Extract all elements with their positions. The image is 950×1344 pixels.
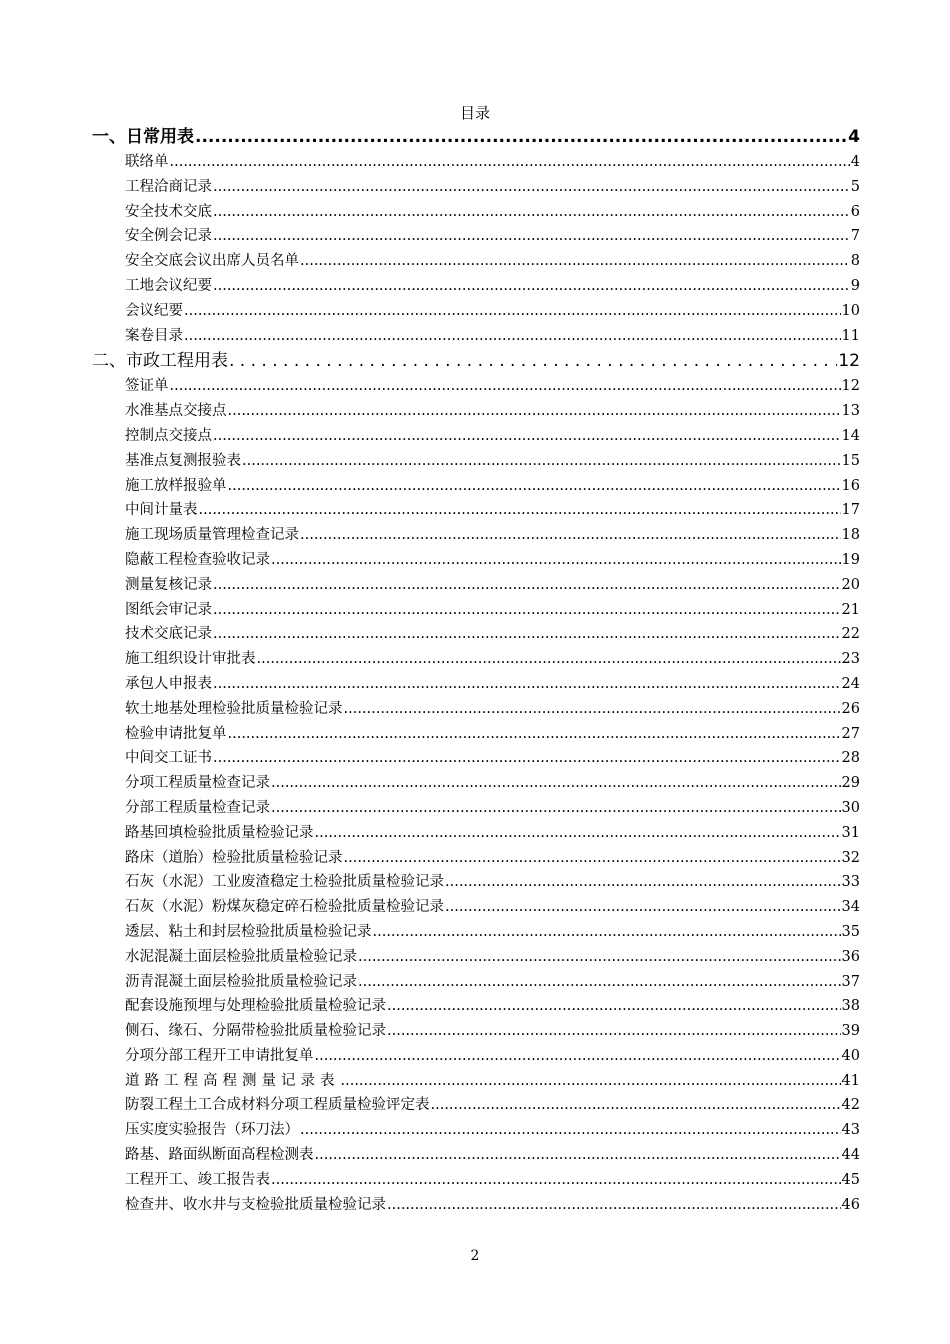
toc-entry[interactable] bbox=[92, 224, 860, 249]
toc-entry-label: 安全技术交底 bbox=[125, 203, 212, 220]
toc-entry-label: 安全例会记录 bbox=[125, 228, 212, 245]
toc-section-2[interactable] bbox=[92, 348, 860, 374]
toc-entry-page: 46 bbox=[841, 1196, 860, 1213]
toc-entry-page: 41 bbox=[841, 1072, 860, 1089]
toc-entry[interactable] bbox=[92, 200, 860, 225]
dot-leader bbox=[213, 746, 841, 771]
toc-entry[interactable] bbox=[92, 299, 860, 324]
toc-entry[interactable] bbox=[92, 150, 860, 175]
toc-entry-label: 隐蔽工程检查验收记录 bbox=[125, 551, 270, 568]
toc-entry-page: 16 bbox=[841, 477, 860, 494]
toc-entry[interactable] bbox=[92, 598, 860, 623]
dot-leader bbox=[213, 200, 850, 225]
toc-entry-label: 透层、粘土和封层检验批质量检验记录 bbox=[125, 923, 372, 940]
toc-entry-label: 软土地基处理检验批质量检验记录 bbox=[125, 700, 343, 717]
toc-entry-label: 分部工程质量检查记录 bbox=[125, 799, 270, 816]
toc-entry-label: 安全交底会议出席人员名单 bbox=[125, 253, 299, 270]
dot-leader bbox=[271, 548, 841, 573]
toc-entry-label: 配套设施预埋与处理检验批质量检验记录 bbox=[125, 998, 386, 1015]
toc-entry-page: 31 bbox=[841, 824, 860, 841]
toc-entry[interactable] bbox=[92, 1168, 860, 1193]
dot-leader bbox=[199, 498, 841, 523]
toc-entry[interactable] bbox=[92, 796, 860, 821]
toc-entry-label: 沥青混凝土面层检验批质量检验记录 bbox=[125, 973, 357, 990]
toc-entry-page: 33 bbox=[841, 874, 860, 891]
toc-entry-label: 施工现场质量管理检查记录 bbox=[125, 527, 299, 544]
toc-entry[interactable] bbox=[92, 548, 860, 573]
toc-entry-page: 32 bbox=[841, 849, 860, 866]
toc-entry[interactable] bbox=[92, 970, 860, 995]
toc-entry-page: 5 bbox=[850, 178, 860, 195]
toc-entry[interactable] bbox=[92, 1044, 860, 1069]
table-of-contents bbox=[92, 124, 860, 1217]
dot-leader bbox=[300, 249, 850, 274]
toc-entry-label: 水准基点交接点 bbox=[125, 403, 227, 420]
dot-leader bbox=[445, 895, 841, 920]
dot-leader bbox=[373, 920, 841, 945]
toc-entry[interactable] bbox=[92, 1118, 860, 1143]
dot-leader bbox=[213, 622, 841, 647]
toc-entry-label: 分项工程质量检查记录 bbox=[125, 775, 270, 792]
toc-entry-label: 检查井、收水井与支检验批质量检验记录 bbox=[125, 1196, 386, 1213]
toc-entry-label: 联络单 bbox=[125, 154, 169, 170]
dot-leader bbox=[344, 846, 841, 871]
toc-entry-page: 23 bbox=[841, 651, 860, 668]
toc-entry[interactable] bbox=[92, 573, 860, 598]
dot-leader bbox=[228, 399, 841, 424]
toc-entry[interactable] bbox=[92, 771, 860, 796]
toc-entry-label: 测量复核记录 bbox=[125, 576, 212, 593]
toc-entry[interactable] bbox=[92, 697, 860, 722]
dot-leader bbox=[213, 573, 841, 598]
dot-leader bbox=[315, 1044, 841, 1069]
dot-leader bbox=[213, 598, 841, 623]
toc-entry-page: 15 bbox=[841, 452, 860, 469]
toc-entry-page: 20 bbox=[841, 576, 860, 593]
toc-entry-page: 17 bbox=[841, 502, 860, 519]
dot-leader bbox=[257, 647, 841, 672]
toc-entry[interactable] bbox=[92, 895, 860, 920]
toc-entry-page: 13 bbox=[841, 403, 860, 420]
toc-section-label: 二、市政工程用表 bbox=[92, 351, 228, 372]
dot-leader bbox=[229, 348, 837, 374]
toc-entry-label: 施工放样报验单 bbox=[125, 477, 227, 494]
toc-entry-label: 水泥混凝土面层检验批质量检验记录 bbox=[125, 948, 357, 965]
toc-entry-page: 6 bbox=[850, 203, 860, 220]
dot-leader bbox=[271, 1168, 841, 1193]
toc-entry[interactable] bbox=[92, 821, 860, 846]
page-number: 2 bbox=[470, 1248, 480, 1264]
dot-leader bbox=[445, 870, 841, 895]
dot-leader bbox=[213, 175, 850, 200]
toc-entry[interactable] bbox=[92, 324, 860, 349]
toc-entry-page: 38 bbox=[841, 998, 860, 1015]
dot-leader bbox=[431, 1093, 841, 1118]
toc-section-page: 4 bbox=[848, 127, 860, 147]
toc-entry-label: 施工组织设计审批表 bbox=[125, 651, 256, 668]
dot-leader bbox=[213, 672, 841, 697]
dot-leader bbox=[213, 274, 850, 299]
toc-entry-label: 工程洽商记录 bbox=[125, 178, 212, 195]
toc-entry-label: 路基、路面纵断面高程检测表 bbox=[125, 1147, 314, 1164]
toc-entry-page: 22 bbox=[841, 626, 860, 643]
dot-leader bbox=[195, 124, 847, 150]
toc-entry-page: 43 bbox=[841, 1122, 860, 1139]
dot-leader bbox=[228, 474, 841, 499]
toc-entry-page: 37 bbox=[841, 973, 860, 990]
toc-entry-label: 路基回填检验批质量检验记录 bbox=[125, 824, 314, 841]
toc-entry[interactable] bbox=[92, 920, 860, 945]
toc-entry-page: 28 bbox=[841, 750, 860, 767]
toc-entry[interactable] bbox=[92, 523, 860, 548]
toc-entry-page: 26 bbox=[841, 700, 860, 717]
dot-leader bbox=[358, 945, 841, 970]
toc-entry[interactable] bbox=[92, 424, 860, 449]
toc-entry[interactable] bbox=[92, 672, 860, 697]
toc-entry-page: 24 bbox=[841, 675, 860, 692]
toc-entry-label: 技术交底记录 bbox=[125, 626, 212, 643]
toc-entry-label: 承包人申报表 bbox=[125, 675, 212, 692]
toc-entry[interactable] bbox=[92, 622, 860, 647]
toc-entry-page: 42 bbox=[841, 1097, 860, 1114]
toc-entry-label: 石灰（水泥）粉煤灰稳定碎石检验批质量检验记录 bbox=[125, 899, 444, 916]
dot-leader bbox=[358, 970, 841, 995]
toc-entry-page: 36 bbox=[841, 948, 860, 965]
toc-entry-label: 中间交工证书 bbox=[125, 750, 212, 767]
toc-entry[interactable] bbox=[92, 1093, 860, 1118]
toc-entry-label: 路床（道胎）检验批质量检验记录 bbox=[125, 849, 343, 866]
toc-entry[interactable] bbox=[92, 399, 860, 424]
toc-entry[interactable] bbox=[92, 722, 860, 747]
toc-entry-label: 石灰（水泥）工业废渣稳定土检验批质量检验记录 bbox=[125, 874, 444, 891]
toc-entry[interactable] bbox=[92, 1019, 860, 1044]
toc-entry-page: 7 bbox=[850, 228, 860, 245]
toc-section-page: 12 bbox=[838, 351, 860, 372]
dot-leader bbox=[184, 299, 841, 324]
toc-entry-label: 道路工程高程测量记录表 bbox=[125, 1072, 340, 1089]
toc-entry-label: 压实度实验报告（环刀法） bbox=[125, 1122, 299, 1139]
toc-entry-label: 控制点交接点 bbox=[125, 427, 212, 444]
dot-leader bbox=[271, 796, 841, 821]
toc-entry-page: 34 bbox=[841, 899, 860, 916]
toc-entry-page: 19 bbox=[841, 551, 860, 568]
toc-entry-page: 4 bbox=[850, 154, 860, 170]
toc-entry-page: 30 bbox=[841, 799, 860, 816]
toc-entry-page: 21 bbox=[841, 601, 860, 618]
toc-entry[interactable] bbox=[92, 846, 860, 871]
toc-entry-label: 案卷目录 bbox=[125, 327, 183, 344]
dot-leader bbox=[228, 722, 841, 747]
toc-section-1[interactable] bbox=[92, 124, 860, 150]
toc-entry-page: 39 bbox=[841, 1023, 860, 1040]
toc-entry-page: 11 bbox=[841, 327, 860, 344]
toc-entry[interactable] bbox=[92, 870, 860, 895]
toc-entry[interactable] bbox=[92, 249, 860, 274]
dot-leader bbox=[170, 150, 850, 175]
dot-leader bbox=[271, 771, 841, 796]
dot-leader bbox=[242, 449, 841, 474]
dot-leader bbox=[315, 821, 841, 846]
dot-leader bbox=[387, 1019, 841, 1044]
toc-entry-page: 45 bbox=[841, 1171, 860, 1188]
toc-entry-label: 工程开工、竣工报告表 bbox=[125, 1171, 270, 1188]
dot-leader bbox=[387, 1193, 841, 1218]
toc-entry-label: 图纸会审记录 bbox=[125, 601, 212, 618]
toc-entry-label: 工地会议纪要 bbox=[125, 277, 212, 294]
toc-entry[interactable] bbox=[92, 994, 860, 1019]
dot-leader bbox=[213, 424, 841, 449]
toc-entry-label: 会议纪要 bbox=[125, 302, 183, 319]
toc-entry-label: 中间计量表 bbox=[125, 502, 198, 519]
toc-entry-label: 签证单 bbox=[125, 378, 169, 395]
toc-entry[interactable] bbox=[92, 175, 860, 200]
toc-entry[interactable] bbox=[92, 449, 860, 474]
toc-title: 目录 bbox=[459, 104, 490, 122]
dot-leader bbox=[341, 1069, 841, 1094]
toc-entry[interactable] bbox=[92, 498, 860, 523]
toc-entry[interactable] bbox=[92, 647, 860, 672]
toc-entry-label: 检验申请批复单 bbox=[125, 725, 227, 742]
dot-leader bbox=[170, 374, 841, 399]
toc-entry-page: 27 bbox=[841, 725, 860, 742]
toc-entry-page: 9 bbox=[850, 277, 860, 294]
toc-entry-page: 44 bbox=[841, 1147, 860, 1164]
dot-leader bbox=[213, 224, 850, 249]
toc-entry-page: 29 bbox=[841, 775, 860, 792]
toc-entry[interactable] bbox=[92, 474, 860, 499]
toc-entry[interactable] bbox=[92, 1069, 860, 1094]
toc-section-label: 一、日常用表 bbox=[92, 127, 194, 147]
toc-entry-page: 18 bbox=[841, 527, 860, 544]
toc-entry-page: 8 bbox=[850, 253, 860, 270]
toc-entry-label: 防裂工程土工合成材料分项工程质量检验评定表 bbox=[125, 1097, 430, 1114]
toc-entry-label: 基准点复测报验表 bbox=[125, 452, 241, 469]
dot-leader bbox=[315, 1143, 841, 1168]
toc-entry-page: 12 bbox=[841, 378, 860, 395]
toc-entry-label: 侧石、缘石、分隔带检验批质量检验记录 bbox=[125, 1023, 386, 1040]
dot-leader bbox=[344, 697, 841, 722]
toc-entry[interactable] bbox=[92, 945, 860, 970]
dot-leader bbox=[387, 994, 841, 1019]
toc-entry-page: 40 bbox=[841, 1047, 860, 1064]
toc-entry[interactable] bbox=[92, 274, 860, 299]
toc-entry-page: 10 bbox=[841, 302, 860, 319]
dot-leader bbox=[300, 1118, 841, 1143]
toc-entry-label: 分项分部工程开工申请批复单 bbox=[125, 1047, 314, 1064]
toc-entry[interactable] bbox=[92, 1143, 860, 1168]
dot-leader bbox=[184, 324, 841, 349]
toc-entry-page: 35 bbox=[841, 923, 860, 940]
toc-entry[interactable] bbox=[92, 374, 860, 399]
toc-entry-page: 14 bbox=[841, 427, 860, 444]
toc-entry[interactable] bbox=[92, 746, 860, 771]
dot-leader bbox=[300, 523, 841, 548]
toc-entry[interactable] bbox=[92, 1193, 860, 1218]
